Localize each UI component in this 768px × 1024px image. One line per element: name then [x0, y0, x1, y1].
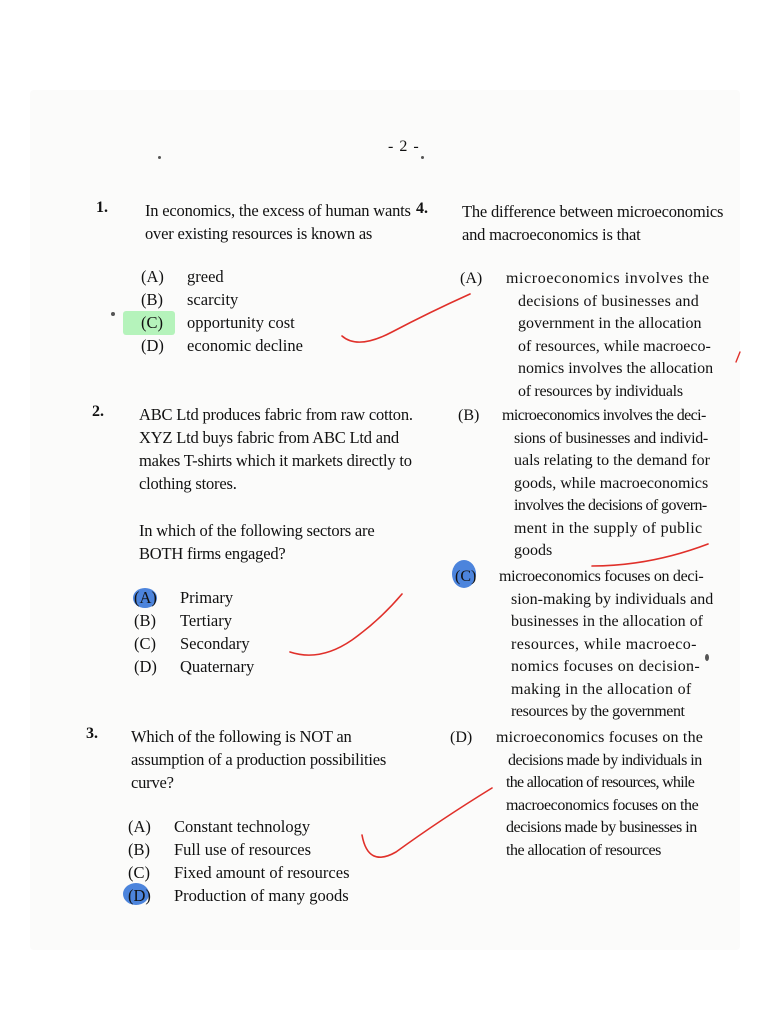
option-letter: (B) [134, 611, 156, 630]
question-2-option-d [134, 656, 254, 679]
option-line: involves the decisions of govern- [514, 497, 707, 514]
option-text: opportunity cost [187, 313, 295, 332]
question-4-option-b [458, 405, 718, 563]
option-text: Production of many goods [174, 886, 349, 905]
scan-speck [158, 156, 161, 159]
option-line: sion-making by individuals and [511, 590, 714, 608]
question-4-option-a [460, 268, 714, 403]
option-text: Full use of resources [174, 840, 312, 859]
option-letter: (D) [450, 729, 473, 746]
option-letter: (C) [141, 313, 163, 332]
question-4-option-c [455, 566, 715, 724]
option-line: macroeconomics focuses on the [506, 796, 699, 814]
question-4-option-d [450, 727, 720, 862]
option-line: uals relating to the demand for [514, 452, 710, 469]
option-line: government in the allocation [518, 315, 702, 332]
option-text: Secondary [180, 634, 250, 653]
option-line: goods [514, 542, 553, 559]
option-line: goods, while macroeconomics [514, 474, 709, 492]
option-letter: (A) [460, 270, 483, 287]
stem-line: The difference between microeconomics [462, 202, 724, 221]
stem-line: and macroeconomics is that [462, 225, 641, 244]
stem-line: Which of the following is NOT an [131, 727, 352, 746]
option-line: of resources, while macroeco- [518, 337, 711, 355]
option-line: microeconomics focuses on the [496, 729, 704, 746]
option-letter: (D) [141, 336, 164, 355]
option-letter: (C) [455, 568, 477, 585]
option-line: microeconomics involves the [506, 270, 710, 287]
stem-line: makes T-shirts which it markets directly to [139, 451, 412, 470]
option-text: scarcity [187, 290, 239, 309]
option-text: greed [187, 267, 224, 286]
question-3-option-d [128, 885, 349, 908]
question-1-stem [145, 199, 411, 245]
stem-line: ABC Ltd produces fabric from raw cotton. [139, 405, 413, 424]
question-3-option-b [128, 839, 311, 862]
option-text: Constant technology [174, 817, 311, 836]
option-letter: (C) [128, 863, 150, 882]
option-line: decisions of businesses and [518, 292, 699, 310]
question-2-stem [139, 403, 413, 495]
page-number: - 2 - [388, 138, 420, 155]
option-line: nomics focuses on decision- [511, 658, 700, 675]
scan-speck [705, 654, 709, 661]
option-line: decisions made by individuals in [508, 751, 702, 769]
option-letter: (D) [128, 886, 151, 905]
stem-line: clothing stores. [139, 474, 237, 493]
option-text: Fixed amount of resources [174, 863, 350, 882]
question-2-stem-part-2 [139, 519, 374, 565]
question-3-option-a [128, 816, 310, 839]
option-line: microeconomics involves the deci- [502, 407, 706, 424]
option-line: ment in the supply of public [514, 519, 703, 537]
option-line: businesses in the allocation of [511, 613, 703, 630]
scan-speck [421, 156, 424, 159]
question-2-option-c [134, 633, 250, 656]
option-letter: (A) [128, 817, 151, 836]
option-letter: (B) [128, 840, 150, 859]
option-line: decisions made by businesses in [506, 819, 697, 836]
option-letter: (C) [134, 634, 156, 653]
stem-line: In economics, the excess of human wants [145, 201, 411, 220]
option-text: Tertiary [180, 611, 232, 630]
option-letter: (B) [458, 407, 480, 424]
option-line: resources by the government [511, 703, 685, 720]
stem-line: BOTH firms engaged? [139, 544, 286, 563]
question-3-stem [131, 725, 386, 794]
question-4-stem [462, 200, 723, 246]
option-text: Primary [180, 588, 234, 607]
option-line: of resources by individuals [518, 382, 683, 400]
option-line: resources, while macroeco- [511, 635, 697, 653]
question-1-number: 1. [96, 199, 108, 216]
option-letter: (B) [141, 290, 163, 309]
question-1-option-d [141, 335, 303, 358]
option-line: the allocation of resources [506, 841, 661, 859]
question-2-option-a [134, 587, 233, 610]
question-2-option-b [134, 610, 232, 633]
scan-speck [111, 312, 115, 316]
question-3-number: 3. [86, 725, 98, 742]
option-line: sions of businesses and individ- [514, 429, 708, 447]
stem-line: XYZ Ltd buys fabric from ABC Ltd and [139, 428, 399, 447]
question-1-option-b [141, 289, 238, 312]
stem-line: In which of the following sectors are [139, 521, 375, 540]
stem-line: assumption of a production possibilities [131, 750, 387, 769]
option-line: nomics involves the allocation [518, 360, 714, 377]
stem-line: over existing resources is known as [145, 224, 373, 243]
question-4-number: 4. [416, 200, 428, 217]
option-line: the allocation of resources, while [506, 774, 695, 791]
question-2-number: 2. [92, 403, 104, 420]
option-letter: (A) [141, 267, 164, 286]
option-text: Quaternary [180, 657, 255, 676]
question-3-option-c [128, 862, 350, 885]
option-line: making in the allocation of [511, 680, 692, 698]
question-1-option-a [141, 266, 224, 289]
option-letter: (D) [134, 657, 157, 676]
stem-line: curve? [131, 773, 174, 792]
option-letter: (A) [134, 588, 157, 607]
option-line: microeconomics focuses on deci- [499, 568, 704, 585]
option-text: economic decline [187, 336, 303, 355]
question-1-option-c [141, 312, 295, 335]
